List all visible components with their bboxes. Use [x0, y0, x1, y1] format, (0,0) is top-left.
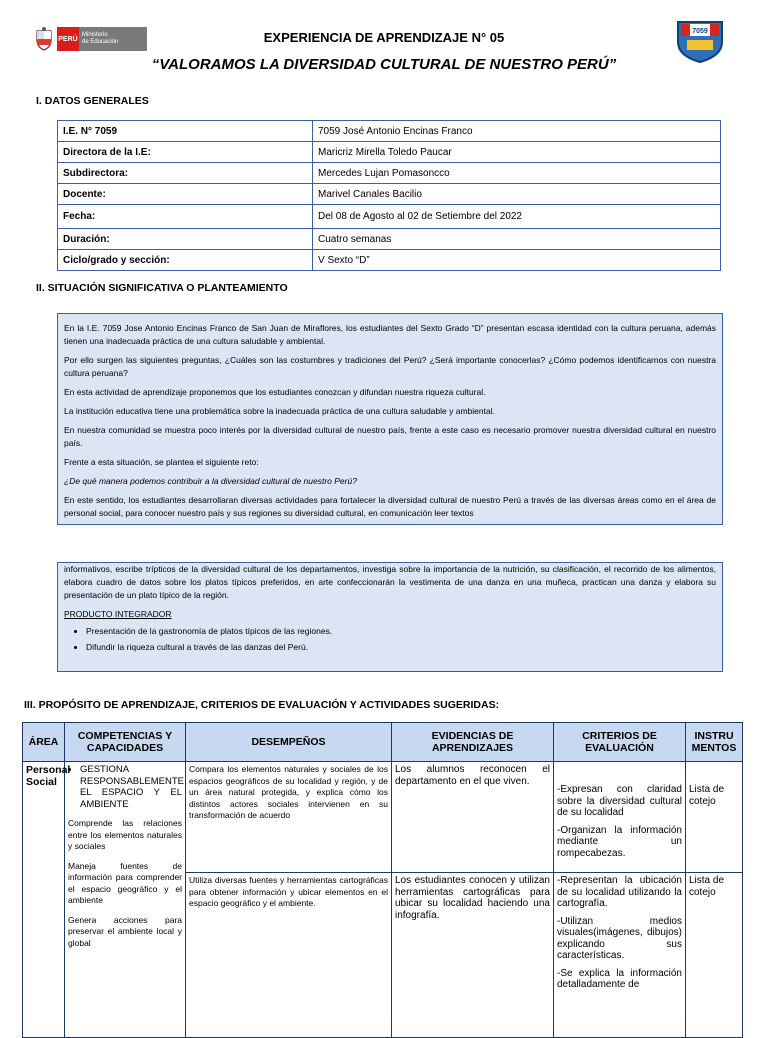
peru-label: PERÚ — [57, 27, 79, 51]
situation-paragraph: En esta actividad de aprendizaje proponemos que los estudiantes conozcan y difundan nuestra riqueza cultural. — [64, 387, 486, 397]
table-row — [23, 762, 743, 873]
row-value: Marivel Canales Bacilio — [313, 184, 721, 205]
table-row — [58, 184, 721, 205]
section1-heading: I. DATOS GENERALES — [36, 95, 149, 107]
table-row — [58, 229, 721, 250]
situation-paragraph: La institución educativa tiene una problemática sobre la inadecuada práctica de una cultura saludable y ambiental. — [64, 406, 495, 416]
column-header: EVIDENCIAS DE APRENDIZAJES — [392, 723, 554, 762]
row-label: Subdirectora: — [58, 163, 313, 184]
row-value: V Sexto “D” — [313, 250, 721, 271]
row-label: Duración: — [58, 229, 313, 250]
capacity-item: Maneja fuentes de información para comprender el espacio geográfico y el ambiente — [68, 860, 182, 905]
experience-title: EXPERIENCIA DE APRENDIZAJE N° 05 — [263, 30, 505, 45]
product-heading: PRODUCTO INTEGRADOR — [64, 609, 172, 619]
situation-box — [57, 313, 723, 525]
table-row — [58, 250, 721, 271]
criteria-item: -Se explica la información detalladamente de — [557, 967, 682, 990]
table-row — [58, 205, 721, 229]
column-header: CRITERIOS DE EVALUACIÓN — [554, 723, 686, 762]
situation-paragraph: En este sentido, los estudiantes desarrollaran diversas actividades para fortalecer la diversidad cultural de nuestro Perú a través de las diversas áreas como en el área de personal social, para conocer nuestro país y sus regiones su diversidad cultural, en comunicación leer textos — [64, 495, 716, 518]
list-item: • Difundir la riqueza cultural a través de las danzas del Perú. — [86, 641, 716, 654]
challenge-question: ¿De qué manera podemos contribuir a la diversidad cultural de nuestro Perú? — [64, 476, 357, 486]
capacity-item: Comprende las relaciones entre los elementos naturales y sociales — [68, 818, 182, 851]
table-header-row — [23, 723, 743, 762]
row-label: Directora de la I.E: — [58, 142, 313, 163]
criteria-item: -Organizan la información mediante un rompecabezas. — [557, 824, 682, 859]
table-row — [58, 142, 721, 163]
competency-item: • GESTIONA RESPONSABLEMENTE EL ESPACIO Y EL AMBIENTE — [80, 764, 182, 810]
table-row — [58, 121, 721, 142]
section3-heading: III. PROPÓSITO DE APRENDIZAJE, CRITERIOS DE EVALUACIÓN Y ACTIVIDADES SUGERIDAS: — [24, 699, 500, 711]
row-value: Cuatro semanas — [313, 229, 721, 250]
ministry-line2: de Educación — [82, 39, 119, 45]
row-value: Mercedes Lujan Pomasoncco — [313, 163, 721, 184]
situation-paragraph: En la I.E. 7059 Jose Antonio Encinas Franco de San Juan de Miraflores, los estudiantes del Sexto Grado “D” presentan escasa identidad con la cultura peruana, además tienen una inadecuada práctica de una cultura saludable y ambiental. — [64, 323, 716, 346]
situation-paragraph: Frente a esta situación, se plantea el siguiente reto: — [64, 457, 259, 467]
column-header: COMPETENCIAS Y CAPACIDADES — [65, 723, 186, 762]
situation-paragraph: Por ello surgen las siguientes preguntas, ¿Cuáles son las costumbres y tradiciones del Perú? ¿Será importante conocerlas? ¿Cómo podemos identificarnos con nuestra cultura peruana? — [64, 355, 716, 378]
general-data-table — [57, 120, 721, 271]
instrument-cell: Lista de cotejo — [686, 762, 743, 873]
performance-cell: Compara los elementos naturales y sociales de los espacios geográficos de su localidad y región, y de un área natural protegida, y explica cómo los distintos actores sociales intervienen en su transformación de acuerdo — [186, 762, 392, 873]
column-header: INSTRU MENTOS — [686, 723, 743, 762]
column-header: ÁREA — [23, 723, 65, 762]
instrument-cell: Lista de cotejo — [686, 873, 743, 1038]
row-label: Ciclo/grado y sección: — [58, 250, 313, 271]
criteria-item: -Expresan con claridad sobre la diversidad cultural de su localidad — [557, 784, 682, 818]
situation-paragraph: En nuestra comunidad se muestra poco interés por la diversidad cultural de nuestro país, frente a este caso es necesario promover nuestra diversidad cultural en nuestro país. — [64, 425, 716, 448]
row-value: Maricriz Mirella Toledo Paucar — [313, 142, 721, 163]
row-value: Del 08 de Agosto al 02 de Setiembre del 2022 — [313, 205, 721, 229]
experience-subtitle: “VALORAMOS LA DIVERSIDAD CULTURAL DE NUESTRO PERÚ” — [151, 56, 617, 73]
row-label: Fecha: — [58, 205, 313, 229]
school-crest-text: 7059 — [692, 28, 708, 35]
competencies-cell — [65, 762, 186, 1038]
criteria-cell — [554, 873, 686, 1038]
capacity-item: Genera acciones para preservar el ambiente local y global — [68, 914, 182, 948]
purpose-table — [22, 722, 743, 1038]
row-value: 7059 José Antonio Encinas Franco — [313, 121, 721, 142]
situation-paragraph: informativos, escribe trípticos de la diversidad cultural de los departamentos, investiga sobre la importancia de la nutrición, su clasificación, el recorrido de los alimentos, elabora cuadro de datos sobre los platos típicos preferidos, en arte confeccionarán la vestimenta de una danza en una muñeca, practican una danza y elabora su presentación de un plato típico de la región. — [64, 564, 716, 600]
criteria-item: -Utilizan medios visuales(imágenes, dibujos) explicando sus características. — [557, 915, 682, 961]
criteria-item: -Representan la ubicación de su localidad utilizando la cartografía. — [557, 875, 682, 909]
list-item: • Presentación de la gastronomía de platos típicos de las regiones. — [86, 625, 716, 638]
product-list — [64, 625, 716, 654]
row-label: Docente: — [58, 184, 313, 205]
situation-box-continued — [57, 562, 723, 672]
table-row — [58, 163, 721, 184]
ministry-line1: Ministerio — [82, 32, 108, 38]
section2-heading: II. SITUACIÓN SIGNIFICATIVA O PLANTEAMIENTO — [36, 282, 288, 294]
criteria-cell — [554, 762, 686, 873]
area-cell: Personal Social — [23, 762, 65, 1038]
evidence-cell: Los estudiantes conocen y utilizan herramientas cartográficas para ubicar su localidad haciendo una infografía. — [392, 873, 554, 1038]
row-label: I.E. N° 7059 — [58, 121, 313, 142]
evidence-cell: Los alumnos reconocen el departamento en el que viven. — [392, 762, 554, 873]
column-header: DESEMPEÑOS — [186, 723, 392, 762]
performance-cell: Utiliza diversas fuentes y herramientas cartográficas para obtener información y ubicar elementos en el espacio geográfico y el ambiente. — [186, 873, 392, 1038]
